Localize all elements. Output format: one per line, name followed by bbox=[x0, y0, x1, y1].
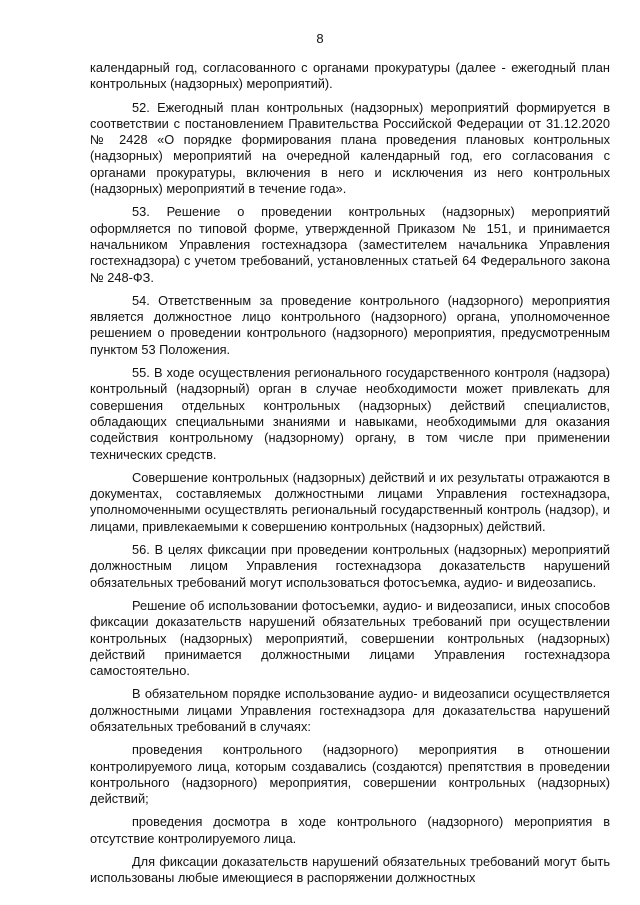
paragraph-55-results: Совершение контрольных (надзорных) действий и их результаты отражаются в документах, составляемых должностными лицами Управления гостехнадзора, уполномоченными осуществлять региональный государственный контроль (надзор), и лицами, привлекаемыми к совершению контрольных (надзорных) действий. bbox=[90, 469, 610, 534]
paragraph-52: 52. Ежегодный план контрольных (надзорных) мероприятий формируется в соответствии с постановлением Правительства Российской Федерации от 31.12.2020 № 2428 «О порядке формирования плана проведения плановых контрольных (надзорных) мероприятий на очередной календарный год, его согласования с органами прокуратуры, включения в него и исключения из него контрольных (надзорных) мероприятий в течение года». bbox=[90, 99, 610, 197]
document-body bbox=[90, 60, 610, 887]
paragraph-56-case-2: проведения досмотра в ходе контрольного (надзорного) мероприятия в отсутствие контролируемого лица. bbox=[90, 814, 610, 846]
paragraph-56-decision: Решение об использовании фотосъемки, аудио- и видеозаписи, иных способов фиксации доказательств нарушений обязательных требований при осуществлении контрольных (надзорных) мероприятий, совершении контрольных (надзорных) действий принимается должностными лицами Управления гостехнадзора самостоятельно. bbox=[90, 597, 610, 679]
page-number: 8 bbox=[316, 31, 324, 46]
paragraph-56-mandatory: В обязательном порядке использование аудио- и видеозаписи осуществляется должностными лицами Управления гостехнадзора для доказательства нарушений обязательных требований в случаях: bbox=[90, 686, 610, 734]
paragraph-55: 55. В ходе осуществления регионального государственного контроля (надзора) контрольный (надзорный) орган в случае необходимости может привлекать для совершения отдельных контрольных (надзорных) действий специалистов, обладающих специальными знаниями и навыками, необходимыми для оказания содействия контрольному (надзорному) органу, в том числе при применении технических средств. bbox=[90, 365, 610, 462]
paragraph-56-means: Для фиксации доказательств нарушений обязательных требований могут быть использованы любые имеющиеся в распоряжении должностных bbox=[90, 854, 610, 886]
paragraph-54: 54. Ответственным за проведение контрольного (надзорного) мероприятия является должностное лицо контрольного (надзорного) органа, уполномоченное решением о проведении контрольного (надзорного) мероприятия, предусмотренным пунктом 53 Положения. bbox=[90, 292, 610, 357]
paragraph-56-case-1: проведения контрольного (надзорного) мероприятия в отношении контролируемого лица, которым создавались (создаются) препятствия в проведении контрольного (надзорного) мероприятия, совершении контрольных (надзорных) действий; bbox=[90, 742, 610, 807]
paragraph-53: 53. Решение о проведении контрольных (надзорных) мероприятий оформляется по типовой форме, утвержденной Приказом № 151, и принимается начальником Управления гостехнадзора (заместителем начальника Управления гостехнадзора) с учетом требований, установленных статьей 64 Федерального закона № 248-ФЗ. bbox=[90, 204, 610, 285]
paragraph-56: 56. В целях фиксации при проведении контрольных (надзорных) мероприятий должностным лицом Управления гостехнадзора доказательств нарушений обязательных требований могут использоваться фотосъемка, аудио- и видеозапись. bbox=[90, 542, 610, 590]
paragraph-continued: календарный год, согласованного с органами прокуратуры (далее - ежегодный план контрольных (надзорных) мероприятий). bbox=[90, 60, 610, 92]
